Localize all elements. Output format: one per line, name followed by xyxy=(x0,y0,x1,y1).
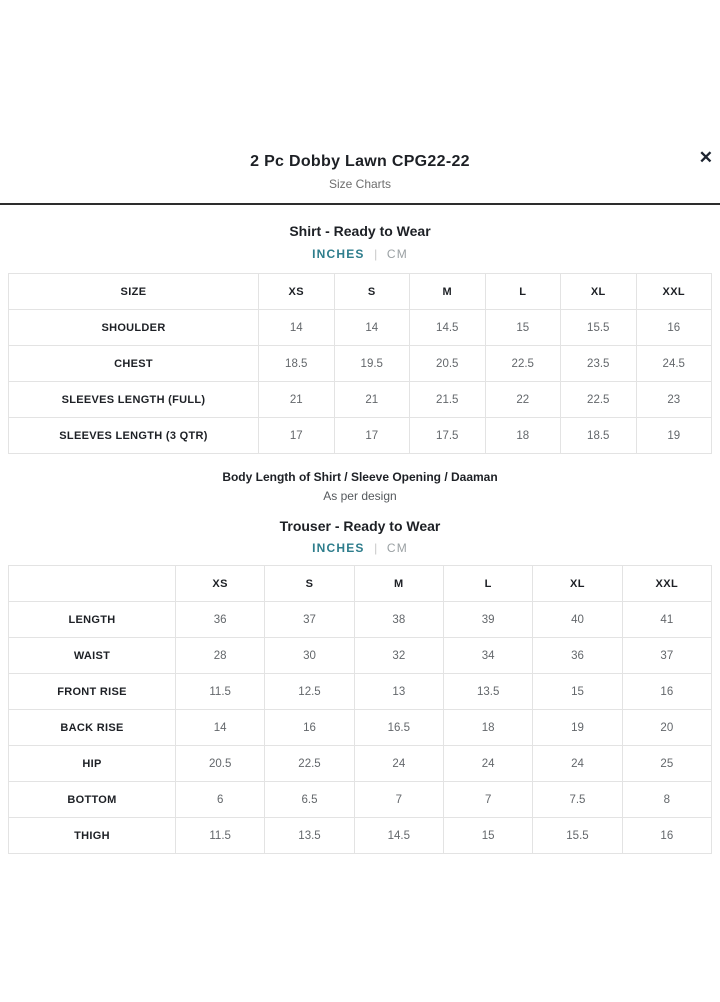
table-row xyxy=(9,418,712,454)
size-value-cell: 40 xyxy=(533,602,622,638)
shirt-unit-toggle xyxy=(0,247,720,262)
size-value-cell: 6 xyxy=(176,782,265,818)
row-label: SLEEVES LENGTH (FULL) xyxy=(9,382,259,418)
size-value-cell: 20.5 xyxy=(410,346,486,382)
size-value-cell: 14 xyxy=(334,310,410,346)
column-header: XL xyxy=(561,274,637,310)
size-value-cell: 11.5 xyxy=(176,674,265,710)
size-value-cell: 7 xyxy=(443,782,532,818)
size-value-cell: 28 xyxy=(176,638,265,674)
size-value-cell: 14 xyxy=(176,710,265,746)
size-value-cell: 19.5 xyxy=(334,346,410,382)
table-row xyxy=(9,346,712,382)
column-header: S xyxy=(334,274,410,310)
trouser-section-heading: Trouser - Ready to Wear xyxy=(279,518,441,534)
table-row xyxy=(9,746,712,782)
size-value-cell: 15 xyxy=(533,674,622,710)
product-title: 2 Pc Dobby Lawn CPG22-22 xyxy=(250,153,470,170)
close-icon[interactable]: ✕ xyxy=(698,148,713,167)
table-row xyxy=(9,310,712,346)
size-value-cell: 15 xyxy=(485,310,561,346)
shirt-size-table xyxy=(8,273,712,454)
size-value-cell: 17 xyxy=(259,418,335,454)
row-label: FRONT RISE xyxy=(9,674,176,710)
table-row xyxy=(9,818,712,854)
inches-toggle[interactable]: INCHES xyxy=(312,247,365,261)
column-header: L xyxy=(485,274,561,310)
size-value-cell: 15.5 xyxy=(533,818,622,854)
column-header: XXL xyxy=(636,274,712,310)
size-value-cell: 21.5 xyxy=(410,382,486,418)
size-value-cell: 36 xyxy=(533,638,622,674)
table-header-row xyxy=(9,566,712,602)
size-value-cell: 16 xyxy=(622,818,711,854)
size-value-cell: 6.5 xyxy=(265,782,354,818)
column-header: SIZE xyxy=(9,274,259,310)
size-value-cell: 34 xyxy=(443,638,532,674)
size-value-cell: 22.5 xyxy=(265,746,354,782)
trouser-size-table xyxy=(8,565,712,854)
header-divider xyxy=(0,203,720,205)
size-value-cell: 7.5 xyxy=(533,782,622,818)
column-header: XXL xyxy=(622,566,711,602)
row-label: BACK RISE xyxy=(9,710,176,746)
size-value-cell: 39 xyxy=(443,602,532,638)
size-value-cell: 21 xyxy=(259,382,335,418)
column-header: S xyxy=(265,566,354,602)
column-header: L xyxy=(443,566,532,602)
size-value-cell: 21 xyxy=(334,382,410,418)
column-header: M xyxy=(354,566,443,602)
size-value-cell: 23 xyxy=(636,382,712,418)
table-row xyxy=(9,382,712,418)
table-row xyxy=(9,638,712,674)
unit-separator: | xyxy=(374,247,378,261)
size-value-cell: 14 xyxy=(259,310,335,346)
size-value-cell: 24 xyxy=(354,746,443,782)
shirt-section xyxy=(0,223,720,454)
note-heading: Body Length of Shirt / Sleeve Opening / Daaman xyxy=(222,470,498,484)
size-value-cell: 13 xyxy=(354,674,443,710)
row-label: CHEST xyxy=(9,346,259,382)
unit-separator: | xyxy=(374,541,378,555)
size-value-cell: 37 xyxy=(622,638,711,674)
size-value-cell: 16.5 xyxy=(354,710,443,746)
size-value-cell: 22.5 xyxy=(485,346,561,382)
table-row xyxy=(9,602,712,638)
shirt-note xyxy=(0,470,720,504)
size-value-cell: 30 xyxy=(265,638,354,674)
size-value-cell: 17.5 xyxy=(410,418,486,454)
size-value-cell: 20.5 xyxy=(176,746,265,782)
column-header: XL xyxy=(533,566,622,602)
size-value-cell: 19 xyxy=(533,710,622,746)
column-header: M xyxy=(410,274,486,310)
column-header: XS xyxy=(259,274,335,310)
row-label: LENGTH xyxy=(9,602,176,638)
row-label: THIGH xyxy=(9,818,176,854)
inches-toggle[interactable]: INCHES xyxy=(312,541,365,555)
size-value-cell: 11.5 xyxy=(176,818,265,854)
row-label: SLEEVES LENGTH (3 QTR) xyxy=(9,418,259,454)
size-value-cell: 16 xyxy=(622,674,711,710)
column-header: XS xyxy=(176,566,265,602)
size-value-cell: 15.5 xyxy=(561,310,637,346)
shirt-section-heading: Shirt - Ready to Wear xyxy=(289,223,431,239)
size-value-cell: 22.5 xyxy=(561,382,637,418)
size-value-cell: 24 xyxy=(533,746,622,782)
size-value-cell: 7 xyxy=(354,782,443,818)
size-value-cell: 18 xyxy=(443,710,532,746)
size-value-cell: 15 xyxy=(443,818,532,854)
size-value-cell: 41 xyxy=(622,602,711,638)
note-subtext: As per design xyxy=(323,489,397,503)
size-value-cell: 16 xyxy=(265,710,354,746)
trouser-section xyxy=(0,518,720,854)
size-value-cell: 37 xyxy=(265,602,354,638)
size-value-cell: 18.5 xyxy=(259,346,335,382)
size-value-cell: 38 xyxy=(354,602,443,638)
modal-subtitle: Size Charts xyxy=(328,177,392,191)
row-label: WAIST xyxy=(9,638,176,674)
size-value-cell: 23.5 xyxy=(561,346,637,382)
row-label: SHOULDER xyxy=(9,310,259,346)
size-value-cell: 13.5 xyxy=(443,674,532,710)
table-row xyxy=(9,674,712,710)
size-value-cell: 24 xyxy=(443,746,532,782)
cm-toggle[interactable]: CM xyxy=(386,541,408,555)
size-value-cell: 36 xyxy=(176,602,265,638)
size-value-cell: 18.5 xyxy=(561,418,637,454)
row-label: BOTTOM xyxy=(9,782,176,818)
table-row xyxy=(9,710,712,746)
trouser-unit-toggle xyxy=(0,541,720,556)
size-value-cell: 14.5 xyxy=(410,310,486,346)
column-header xyxy=(9,566,176,602)
table-header-row xyxy=(9,274,712,310)
size-value-cell: 22 xyxy=(485,382,561,418)
cm-toggle[interactable]: CM xyxy=(386,247,408,261)
size-value-cell: 16 xyxy=(636,310,712,346)
size-value-cell: 20 xyxy=(622,710,711,746)
size-value-cell: 24.5 xyxy=(636,346,712,382)
modal-header xyxy=(0,0,720,192)
size-value-cell: 32 xyxy=(354,638,443,674)
size-value-cell: 14.5 xyxy=(354,818,443,854)
size-value-cell: 19 xyxy=(636,418,712,454)
size-value-cell: 25 xyxy=(622,746,711,782)
row-label: HIP xyxy=(9,746,176,782)
size-value-cell: 13.5 xyxy=(265,818,354,854)
table-row xyxy=(9,782,712,818)
size-value-cell: 17 xyxy=(334,418,410,454)
size-value-cell: 8 xyxy=(622,782,711,818)
size-value-cell: 12.5 xyxy=(265,674,354,710)
size-value-cell: 18 xyxy=(485,418,561,454)
